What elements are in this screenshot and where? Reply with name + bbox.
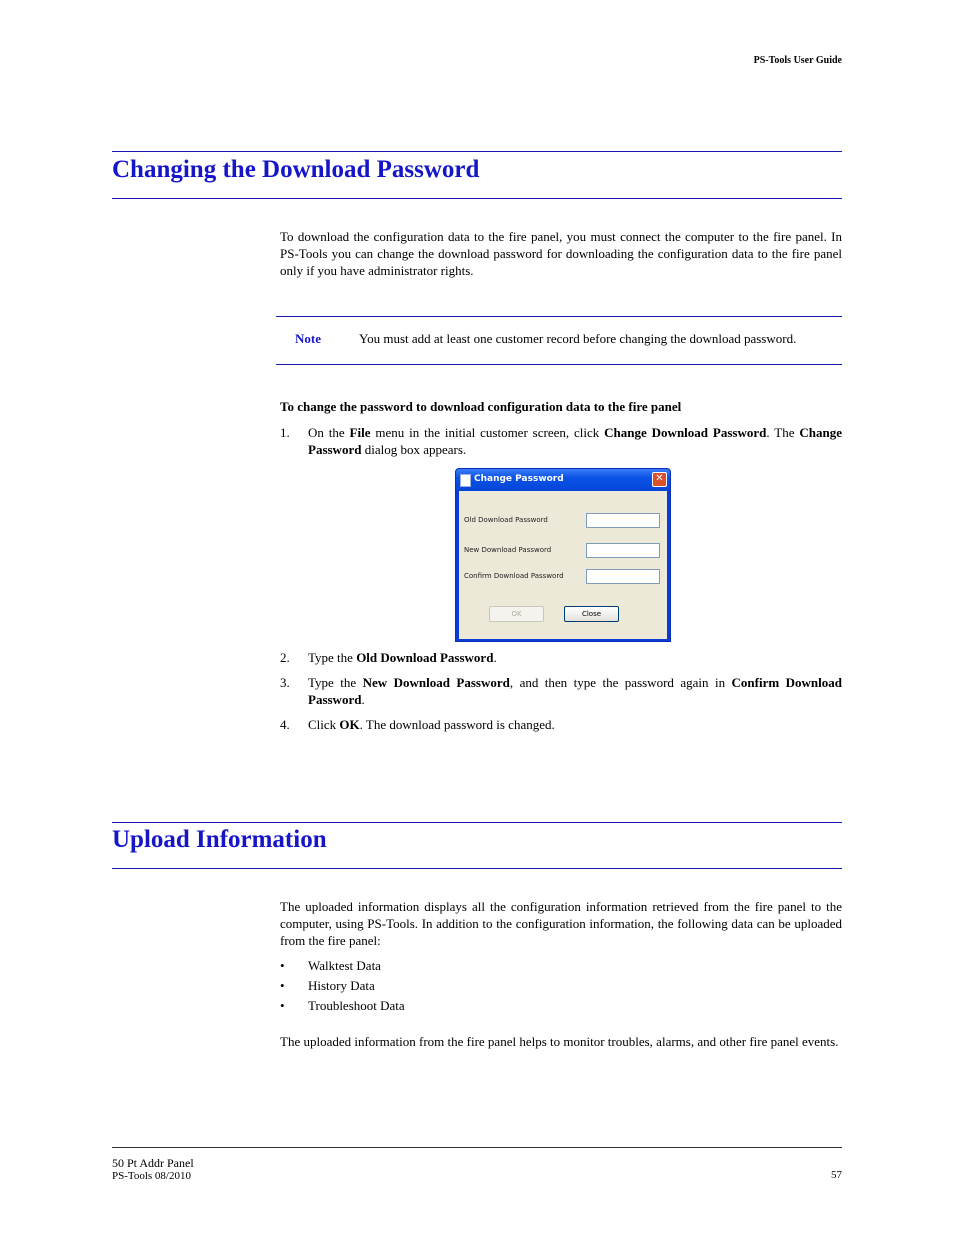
intro-paragraph: To download the configuration data to the fire panel, you must connect the computer to the fire panel. In PS-Tools you can change the download password for downloading the configuration data to the fire panel only if you have administrator rights. (280, 229, 842, 278)
new-password-label: New Download Password (464, 546, 552, 554)
confirm-password-label: Confirm Download Password (464, 572, 564, 580)
bullet: • (280, 958, 285, 973)
step-number: 3. (280, 675, 290, 690)
section-title-upload-information: Upload Information (112, 826, 327, 853)
document-icon (460, 474, 471, 487)
running-header: PS-Tools User Guide (753, 55, 842, 66)
step-number: 2. (280, 650, 290, 665)
list-item: Troubleshoot Data (308, 998, 405, 1013)
section-top-rule (112, 822, 842, 823)
step-text: Type the New Download Password, and then type the password again in Confirm Download Password. (308, 675, 842, 707)
section-bottom-rule (112, 198, 842, 199)
list-item: History Data (308, 978, 375, 993)
note-text: You must add at least one customer record before changing the download password. (359, 331, 797, 346)
section-top-rule (112, 151, 842, 152)
procedure-title: To change the password to download configuration data to the fire panel (280, 399, 682, 414)
footer-product: 50 Pt Addr Panel (112, 1156, 194, 1170)
step-text: Click OK. The download password is changed. (308, 717, 555, 732)
step-text: On the File menu in the initial customer screen, click Change Download Password. The Change Password dialog box appears. (308, 425, 842, 457)
ok-button[interactable]: OK (489, 606, 544, 622)
step-number: 4. (280, 717, 290, 732)
note-label: Note (295, 331, 321, 346)
old-password-label: Old Download Password (464, 516, 548, 524)
upload-intro-paragraph: The uploaded information displays all the configuration information retrieved from the fire panel to the computer, using PS-Tools. In addition to the configuration information, the following data can be uploaded from the fire panel: (280, 899, 842, 948)
section-title-download-password: Changing the Download Password (112, 156, 480, 183)
bullet: • (280, 998, 285, 1013)
closing-paragraph: The uploaded information from the fire panel helps to monitor troubles, alarms, and other fire panel events. (280, 1034, 839, 1049)
step-number: 1. (280, 425, 290, 440)
old-password-input[interactable] (586, 513, 660, 528)
new-password-input[interactable] (586, 543, 660, 558)
change-password-dialog (455, 468, 671, 642)
footer-doc-version: PS-Tools 08/2010 (112, 1170, 191, 1182)
dialog-body (459, 491, 667, 639)
dialog-title: Change Password (474, 474, 564, 484)
confirm-password-input[interactable] (586, 569, 660, 584)
close-icon[interactable]: ✕ (652, 472, 667, 487)
list-item: Walktest Data (308, 958, 381, 973)
note-top-rule (276, 316, 842, 317)
dialog-titlebar (456, 469, 670, 491)
bullet: • (280, 978, 285, 993)
section-bottom-rule (112, 868, 842, 869)
note-bottom-rule (276, 364, 842, 365)
step-text: Type the Old Download Password. (308, 650, 497, 665)
page-number: 57 (831, 1169, 842, 1181)
close-button[interactable]: Close (564, 606, 619, 622)
footer-rule (112, 1147, 842, 1148)
